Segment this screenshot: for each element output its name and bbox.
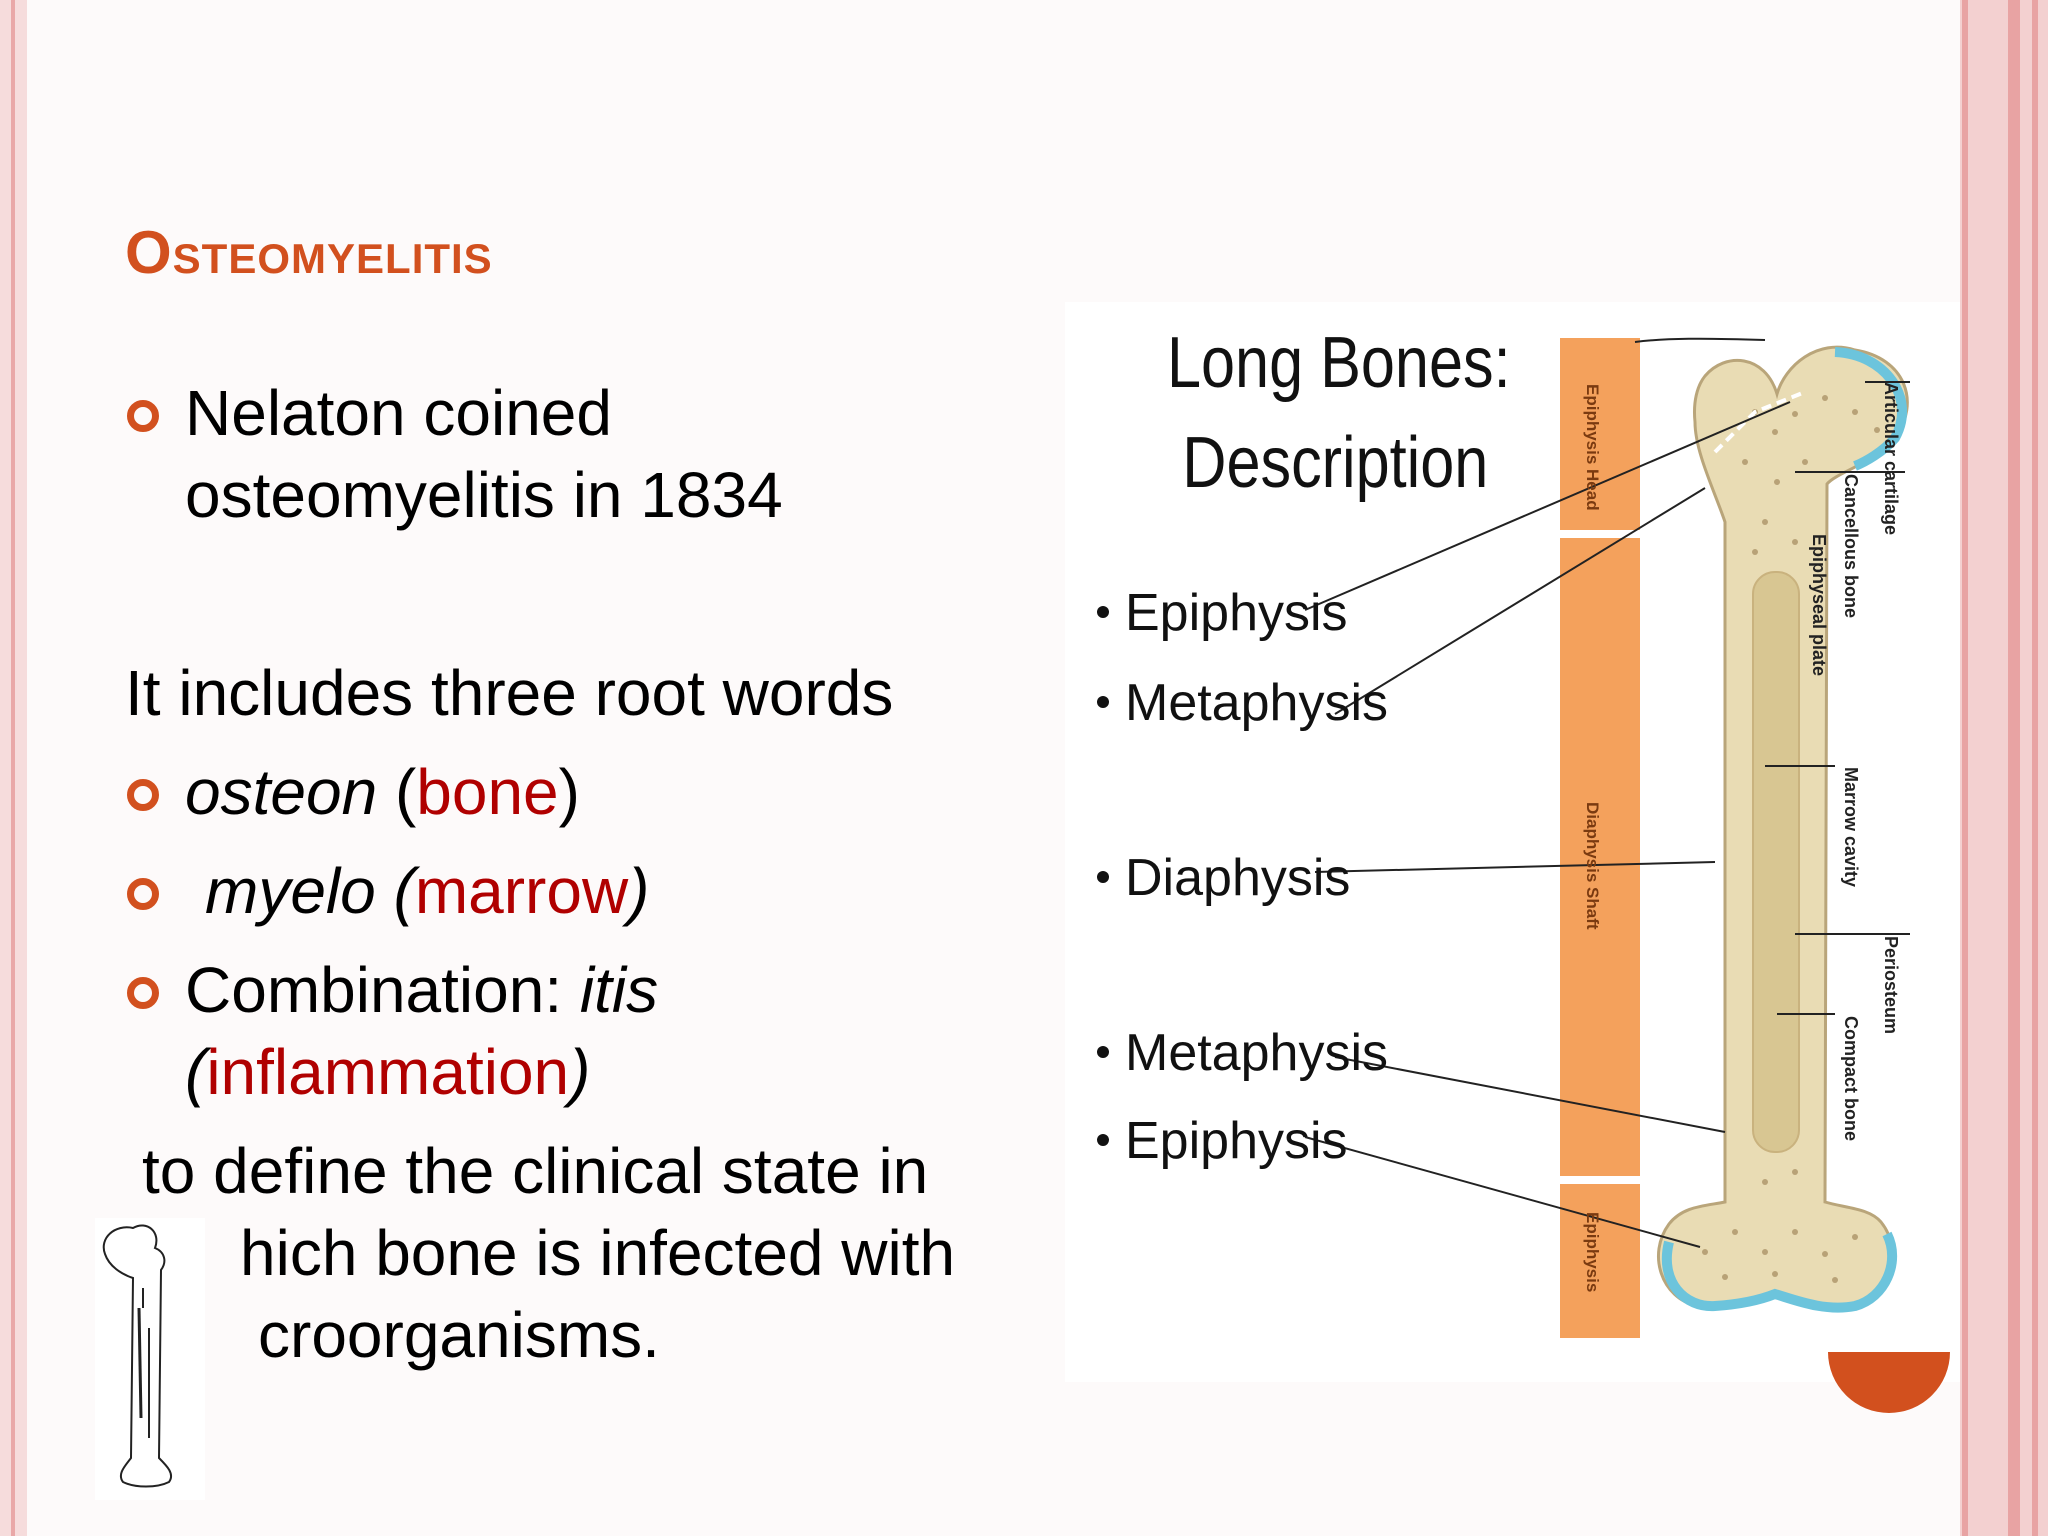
root-meaning: bone bbox=[416, 756, 559, 828]
bullet-icon bbox=[127, 878, 159, 910]
conclusion-line1: to define the clinical state in bbox=[142, 1135, 929, 1207]
root-meaning: inflammation bbox=[206, 1036, 570, 1108]
conclusion-text bbox=[142, 1130, 928, 1212]
marrow-cavity bbox=[1753, 572, 1799, 1152]
label-compact-bone: Compact bone bbox=[1841, 1016, 1861, 1142]
part-label-epiphysis: Epiphysis bbox=[1125, 1112, 1348, 1170]
long-bone-diagram bbox=[1065, 302, 1960, 1382]
root-term: itis bbox=[579, 954, 659, 1026]
label-marrow-cavity: Marrow cavity bbox=[1841, 767, 1861, 888]
root-combination bbox=[185, 949, 658, 1113]
slide-title: Osteomyelitis bbox=[125, 219, 493, 286]
label-epiphyseal-plate: Epiphyseal plate bbox=[1809, 534, 1829, 677]
root-term: myelo bbox=[205, 855, 376, 927]
combination-prefix: Combination: bbox=[185, 954, 580, 1026]
paren-close: ) bbox=[628, 855, 650, 927]
left-border-line bbox=[11, 0, 15, 1536]
paren-close: ) bbox=[569, 1036, 591, 1108]
diagram-title-line2: Description bbox=[1182, 423, 1489, 504]
label-cancellous-bone: Cancellous bone bbox=[1841, 474, 1861, 619]
bullet-nelaton-line1: Nelaton coined bbox=[185, 377, 612, 449]
root-myelo bbox=[205, 850, 649, 932]
paren-open: ( bbox=[185, 1036, 207, 1108]
root-osteon bbox=[185, 751, 580, 833]
right-border-line bbox=[2032, 0, 2038, 1536]
bullet-icon bbox=[127, 977, 159, 1009]
conclusion-text bbox=[258, 1294, 660, 1376]
right-border-line bbox=[2008, 0, 2020, 1536]
paren-open: ( bbox=[394, 756, 417, 828]
bar-label-diaphysis-shaft: Diaphysis Shaft bbox=[1583, 802, 1602, 930]
paren-close: ) bbox=[558, 756, 580, 828]
bullet-icon bbox=[127, 400, 159, 432]
bar-label-epiphysis: Epiphysis bbox=[1583, 1212, 1602, 1293]
part-label-metaphysis: Metaphysis bbox=[1125, 1024, 1388, 1082]
paren-open: ( bbox=[393, 855, 415, 927]
bar-label-epiphysis-head: Epiphysis Head bbox=[1583, 384, 1602, 511]
femur-sketch-icon bbox=[95, 1218, 205, 1500]
part-label-epiphysis: Epiphysis bbox=[1125, 584, 1348, 642]
bullet-nelaton bbox=[185, 372, 783, 536]
label-periosteum: Periosteum bbox=[1881, 936, 1901, 1035]
diagram-title-line1: Long Bones: bbox=[1167, 323, 1511, 404]
decorative-semicircle-icon bbox=[1828, 1352, 1950, 1414]
bullet-icon bbox=[127, 779, 159, 811]
part-label-metaphysis: Metaphysis bbox=[1125, 674, 1388, 732]
conclusion-line2: hich bone is infected with bbox=[240, 1217, 956, 1289]
conclusion-line3: croorganisms. bbox=[258, 1299, 660, 1371]
intro-text: It includes three root words bbox=[125, 657, 894, 729]
label-articular-cartilage: Articular cartilage bbox=[1881, 382, 1901, 536]
bullet-nelaton-line2: osteomyelitis in 1834 bbox=[185, 459, 783, 531]
conclusion-text bbox=[240, 1212, 955, 1294]
right-border-line bbox=[1962, 0, 1968, 1536]
root-meaning: marrow bbox=[414, 855, 629, 927]
part-label-diaphysis: Diaphysis bbox=[1125, 849, 1351, 907]
root-term: osteon bbox=[185, 756, 378, 828]
